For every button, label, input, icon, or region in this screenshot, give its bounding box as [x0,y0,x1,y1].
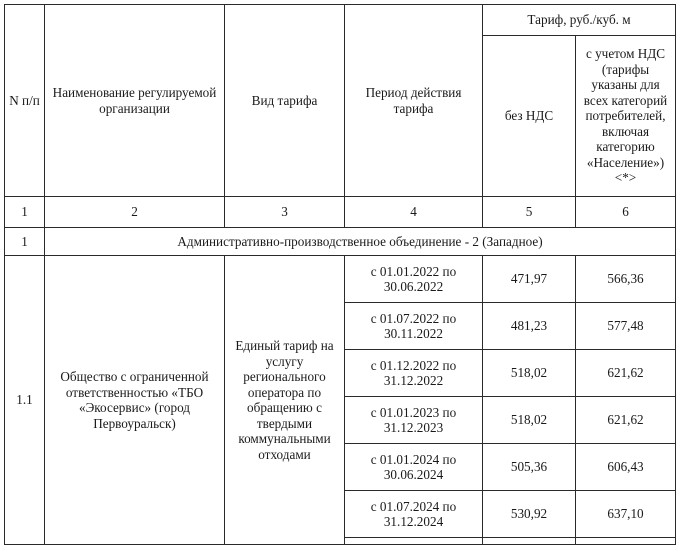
period-cell: с 01.01.2023 по 31.12.2023 [345,397,483,444]
with-vat-cell: 621,62 [576,350,676,397]
period-cell: с 01.01.2024 по 30.06.2024 [345,444,483,491]
no-vat-cell: 518,02 [483,397,576,444]
column-index: 5 [483,197,576,228]
with-vat-cell: 566,36 [576,256,676,303]
no-vat-cell: 471,97 [483,256,576,303]
column-index: 4 [345,197,483,228]
with-vat-cell: 606,43 [576,444,676,491]
period-cell: с 01.07.2022 по 30.11.2022 [345,303,483,350]
no-vat-cell: 481,23 [483,303,576,350]
entry-organization: Общество с ограниченной ответственностью «ТБО «Экосервис» (город Первоуральск) [45,256,225,545]
header-num: N п/п [5,5,45,197]
no-vat-cell: 518,02 [483,350,576,397]
period-cell: с 01.07.2024 по 31.12.2024 [345,491,483,538]
column-index: 6 [576,197,676,228]
column-index: 2 [45,197,225,228]
table-row [5,256,676,303]
entry-number: 1.1 [5,256,45,545]
with-vat-cell-continuation [576,538,676,545]
period-cell-continuation [345,538,483,545]
section-number: 1 [5,228,45,256]
tariff-table [4,4,676,545]
period-cell: с 01.01.2022 по 30.06.2022 [345,256,483,303]
no-vat-cell: 530,92 [483,491,576,538]
no-vat-cell-continuation [483,538,576,545]
header-row-1 [5,5,676,36]
column-index: 3 [225,197,345,228]
section-row [5,228,676,256]
column-index-row [5,197,676,228]
header-organization: Наименование регулируемой организации [45,5,225,197]
period-cell: с 01.12.2022 по 31.12.2022 [345,350,483,397]
column-index: 1 [5,197,45,228]
section-title: Административно-производственное объединение - 2 (Западное) [45,228,676,256]
entry-tariff-type: Единый тариф на услугу регионального оператора по обращению с твердыми коммунальными отходами [225,256,345,545]
header-with-vat: с учетом НДС (тарифы указаны для всех категорий потребителей, включая категорию «Население») <*> [576,36,676,197]
with-vat-cell: 637,10 [576,491,676,538]
header-tariff-group: Тариф, руб./куб. м [483,5,676,36]
with-vat-cell: 577,48 [576,303,676,350]
header-period: Период действия тарифа [345,5,483,197]
header-no-vat: без НДС [483,36,576,197]
header-tariff-type: Вид тарифа [225,5,345,197]
with-vat-cell: 621,62 [576,397,676,444]
no-vat-cell: 505,36 [483,444,576,491]
